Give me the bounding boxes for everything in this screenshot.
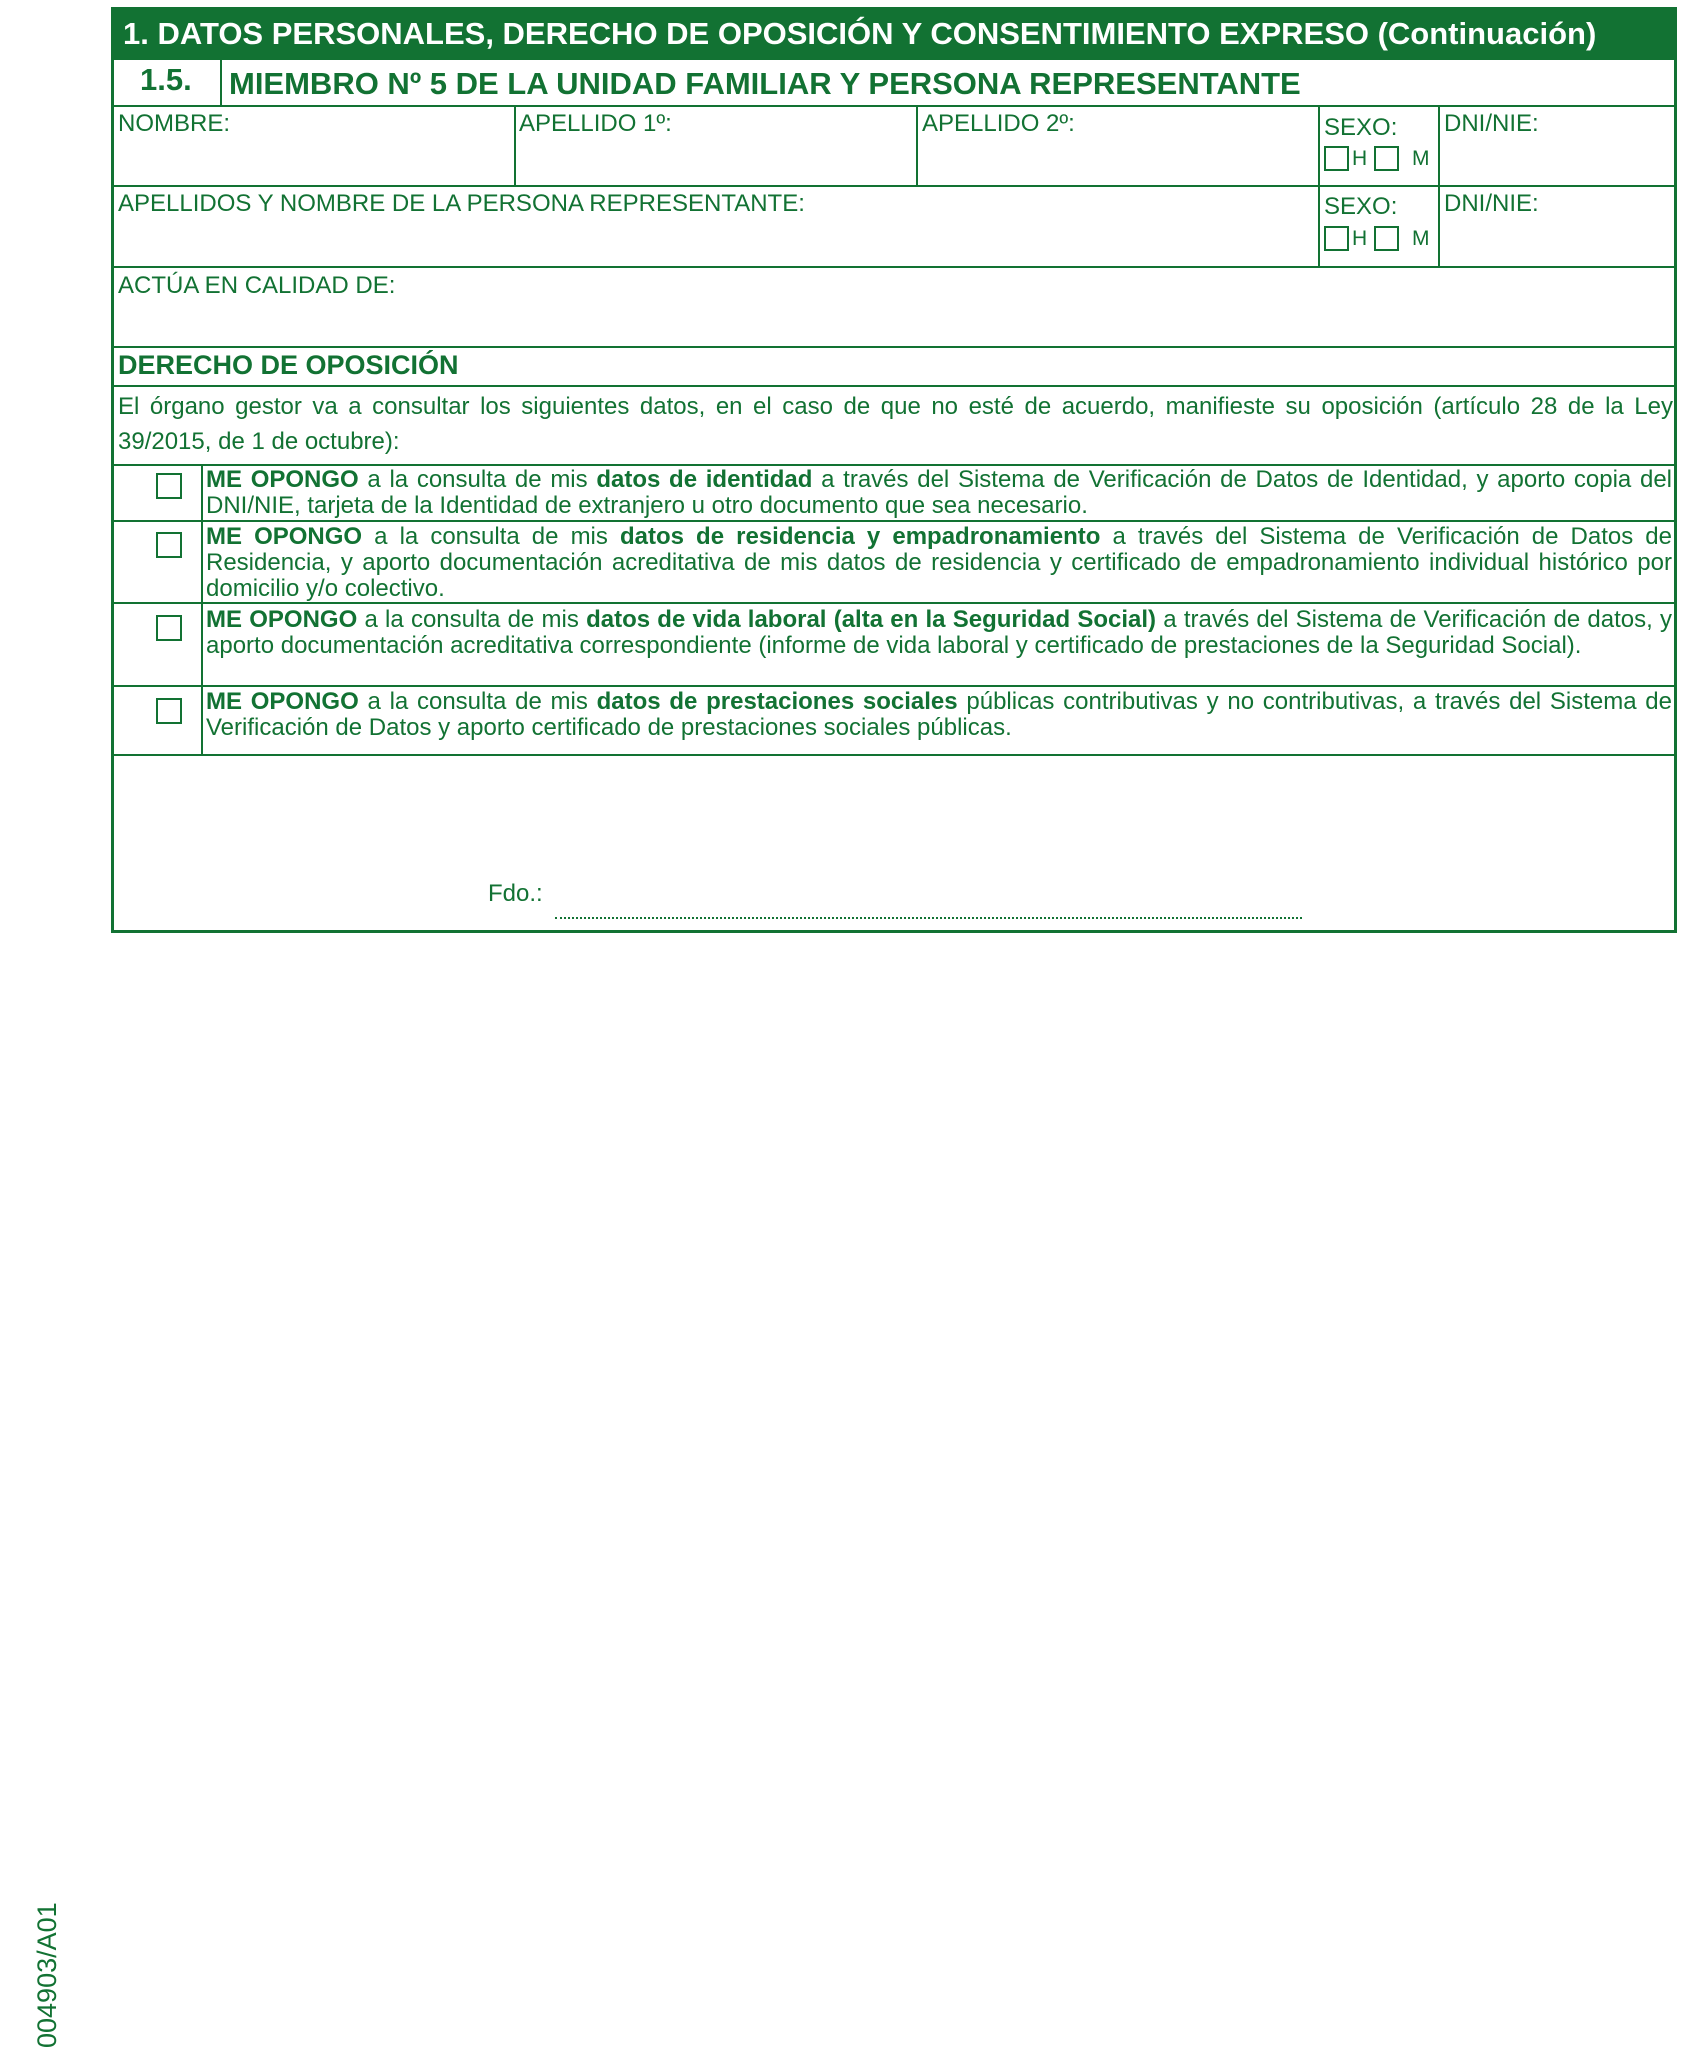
section-header: 1. DATOS PERSONALES, DERECHO DE OPOSICIÓN Y CONSENTIMIENTO EXPRESO (Continuación) bbox=[114, 10, 1674, 60]
divider bbox=[114, 602, 1674, 604]
signature-label: Fdo.: bbox=[488, 880, 543, 907]
oposicion-item: ME OPONGO a la consulta de mis datos de residencia y empadronamiento a través del Sistema de Verificación de Datos de Residencia, y aporto documentación acreditativa de mis datos de residencia y certificado de empadronamiento individual histórico por domicilio y/o colectivo. bbox=[206, 523, 1672, 602]
signature-line bbox=[555, 917, 1302, 919]
oposicion-identidad-checkbox[interactable] bbox=[156, 473, 182, 499]
rep-sexo-label: SEXO: bbox=[1324, 193, 1398, 220]
oposicion-item: ME OPONGO a la consulta de mis datos de identidad a través del Sistema de Verificación de Datos de Identidad, y aporto copia del DNI/NIE, tarjeta de la Identidad de extranjero u otro documento que sea necesario. bbox=[206, 466, 1672, 519]
rep-dni-field[interactable] bbox=[1440, 187, 1674, 266]
sexo-m-checkbox[interactable] bbox=[1374, 146, 1399, 171]
divider bbox=[114, 385, 1674, 387]
oposicion-title: DERECHO DE OPOSICIÓN bbox=[118, 350, 459, 380]
actua-label: ACTÚA EN CALIDAD DE: bbox=[118, 272, 396, 299]
apellido1-field[interactable] bbox=[516, 107, 916, 185]
sexo-h-checkbox[interactable] bbox=[1324, 146, 1349, 171]
oposicion-intro: El órgano gestor va a consultar los siguientes datos, en el caso de que no esté de acuerdo, manifieste su oposición (artículo 28 de la Ley 39/2015, de 1 de octubre): bbox=[118, 393, 1673, 455]
divider bbox=[201, 464, 203, 755]
divider bbox=[114, 520, 1674, 522]
form-code: 004903/A01 bbox=[32, 1902, 62, 2048]
apellido2-label: APELLIDO 2º: bbox=[922, 110, 1075, 137]
sexo-label: SEXO: bbox=[1324, 114, 1398, 141]
oposicion-item: ME OPONGO a la consulta de mis datos de prestaciones sociales públicas contributivas y no contributivas, a través del Sistema de Verificación de Datos y aporto certificado de prestaciones sociales públicas. bbox=[206, 688, 1672, 741]
divider bbox=[1318, 106, 1320, 268]
dni-field[interactable] bbox=[1440, 107, 1674, 185]
oposicion-residencia-checkbox[interactable] bbox=[156, 532, 182, 558]
sexo-m-label: M bbox=[1412, 147, 1430, 170]
representante-field[interactable] bbox=[114, 187, 1317, 266]
oposicion-prestaciones-checkbox[interactable] bbox=[156, 698, 182, 724]
oposicion-item: ME OPONGO a la consulta de mis datos de vida laboral (alta en la Seguridad Social) a través del Sistema de Verificación de datos, y aporto documentación acreditativa correspondiente (informe de vida laboral y certificado de prestaciones de la Seguridad Social). bbox=[206, 606, 1673, 659]
divider bbox=[114, 754, 1674, 756]
subsection-number: 1.5. bbox=[140, 62, 192, 97]
actua-field[interactable] bbox=[114, 268, 1674, 346]
rep-sexo-h-label: H bbox=[1352, 227, 1368, 250]
representante-label: APELLIDOS Y NOMBRE DE LA PERSONA REPRESENTANTE: bbox=[118, 190, 805, 217]
subsection-title: MIEMBRO Nº 5 DE LA UNIDAD FAMILIAR Y PERSONA REPRESENTANTE bbox=[229, 66, 1301, 101]
oposicion-vida-laboral-checkbox[interactable] bbox=[156, 615, 182, 641]
divider bbox=[114, 346, 1674, 348]
dni-label: DNI/NIE: bbox=[1444, 110, 1539, 137]
sexo-h-label: H bbox=[1352, 147, 1368, 170]
nombre-label: NOMBRE: bbox=[118, 110, 231, 137]
apellido1-label: APELLIDO 1º: bbox=[519, 110, 672, 137]
divider bbox=[220, 60, 222, 106]
divider bbox=[114, 685, 1674, 687]
rep-sexo-m-checkbox[interactable] bbox=[1374, 226, 1399, 251]
rep-sexo-h-checkbox[interactable] bbox=[1324, 226, 1349, 251]
nombre-field[interactable] bbox=[114, 107, 514, 185]
signature-field[interactable] bbox=[554, 870, 1302, 916]
rep-sexo-m-label: M bbox=[1412, 227, 1430, 250]
rep-dni-label: DNI/NIE: bbox=[1444, 190, 1539, 217]
form-section bbox=[111, 7, 1677, 933]
